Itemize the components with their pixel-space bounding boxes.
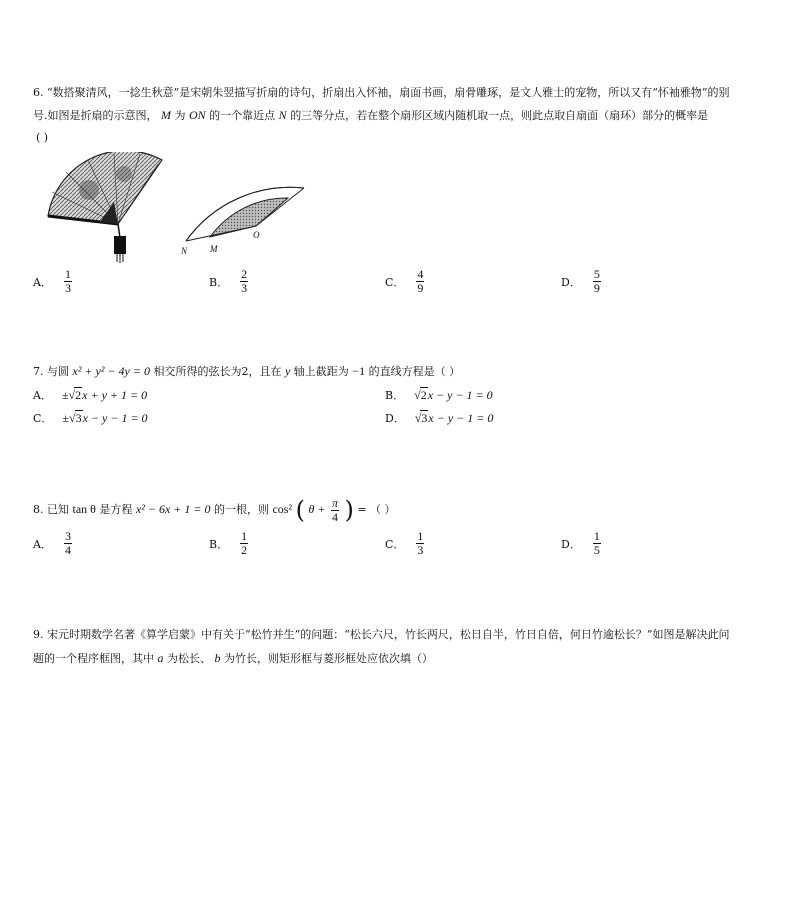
q9-text-line1: 9. 宋元时期数学名著《算学启蒙》中有关于“松竹并生”的问题：“松长六尺，竹长两尺，松日自半，竹日自倍，何日竹逾松长？”如图是解决此问 [33,628,730,641]
q8-stem: 8. 已知 tan θ 是方程 x² − 6x + 1 = 0 的一根，则 cos² ( θ + $\frac{\pi}{4}$ ) = （ ） [33,495,396,524]
q7-stem: 7. 与圆 x² + y² − 4y = 0 相交所得的弦长为2，且在 y 轴上截距为 −1 的直线方程是（ ） [33,364,461,378]
point-o-label: O [253,230,260,240]
q7-option-a[interactable]: A． ± √ 2 x + y + 1 = 0 [33,387,148,402]
point-m-label: M [210,244,218,254]
fan-schematic-diagram [176,158,310,260]
q6-text-line2: 号.如图是折扇的示意图， M 为 ON 的一个靠近点 N 的三等分点，若在整个扇形区域内随机取一点，则此点取自扇面（扇环）部分的概率是 [33,108,709,122]
q8-option-b[interactable]: B． $\frac{1}{2}$ [209,529,248,557]
q8-option-d[interactable]: D． $\frac{1}{5}$ [561,529,600,557]
q6-answer-blank: ( ) [36,131,49,144]
q6-option-c[interactable]: C． $\frac{4}{9}$ [385,267,424,295]
q6-option-d[interactable]: D． $\frac{5}{9}$ [561,267,600,295]
q6-option-b[interactable]: B． $\frac{2}{3}$ [209,267,248,295]
q6-option-a[interactable]: A． $\frac{1}{3}$ [33,267,71,295]
q7-option-d[interactable]: D． √ 3 x − y − 1 = 0 [385,410,494,425]
q7-option-b[interactable]: B． √ 2 x − y − 1 = 0 [385,387,493,402]
q8-option-c[interactable]: C． $\frac{1}{3}$ [385,529,424,557]
folding-fan-image [44,152,170,264]
q8-option-a[interactable]: A． $\frac{3}{4}$ [33,529,71,557]
q9-text-line2: 题的一个程序框图，其中 a 为松长、 b 为竹长，则矩形框与菱形框处应依次填（） [33,651,433,665]
q6-text-line1: 6. “数搭聚清风，一捻生秋意”是宋朝朱翌描写折扇的诗句，折扇出入怀袖，扇面书画，扇骨雕琢，是文人雅士的宠物，所以又有“怀袖雅物”的别 [33,86,730,99]
point-n-label: N [181,246,188,256]
q7-option-c[interactable]: C． ± √ 3 x − y − 1 = 0 [33,410,148,425]
